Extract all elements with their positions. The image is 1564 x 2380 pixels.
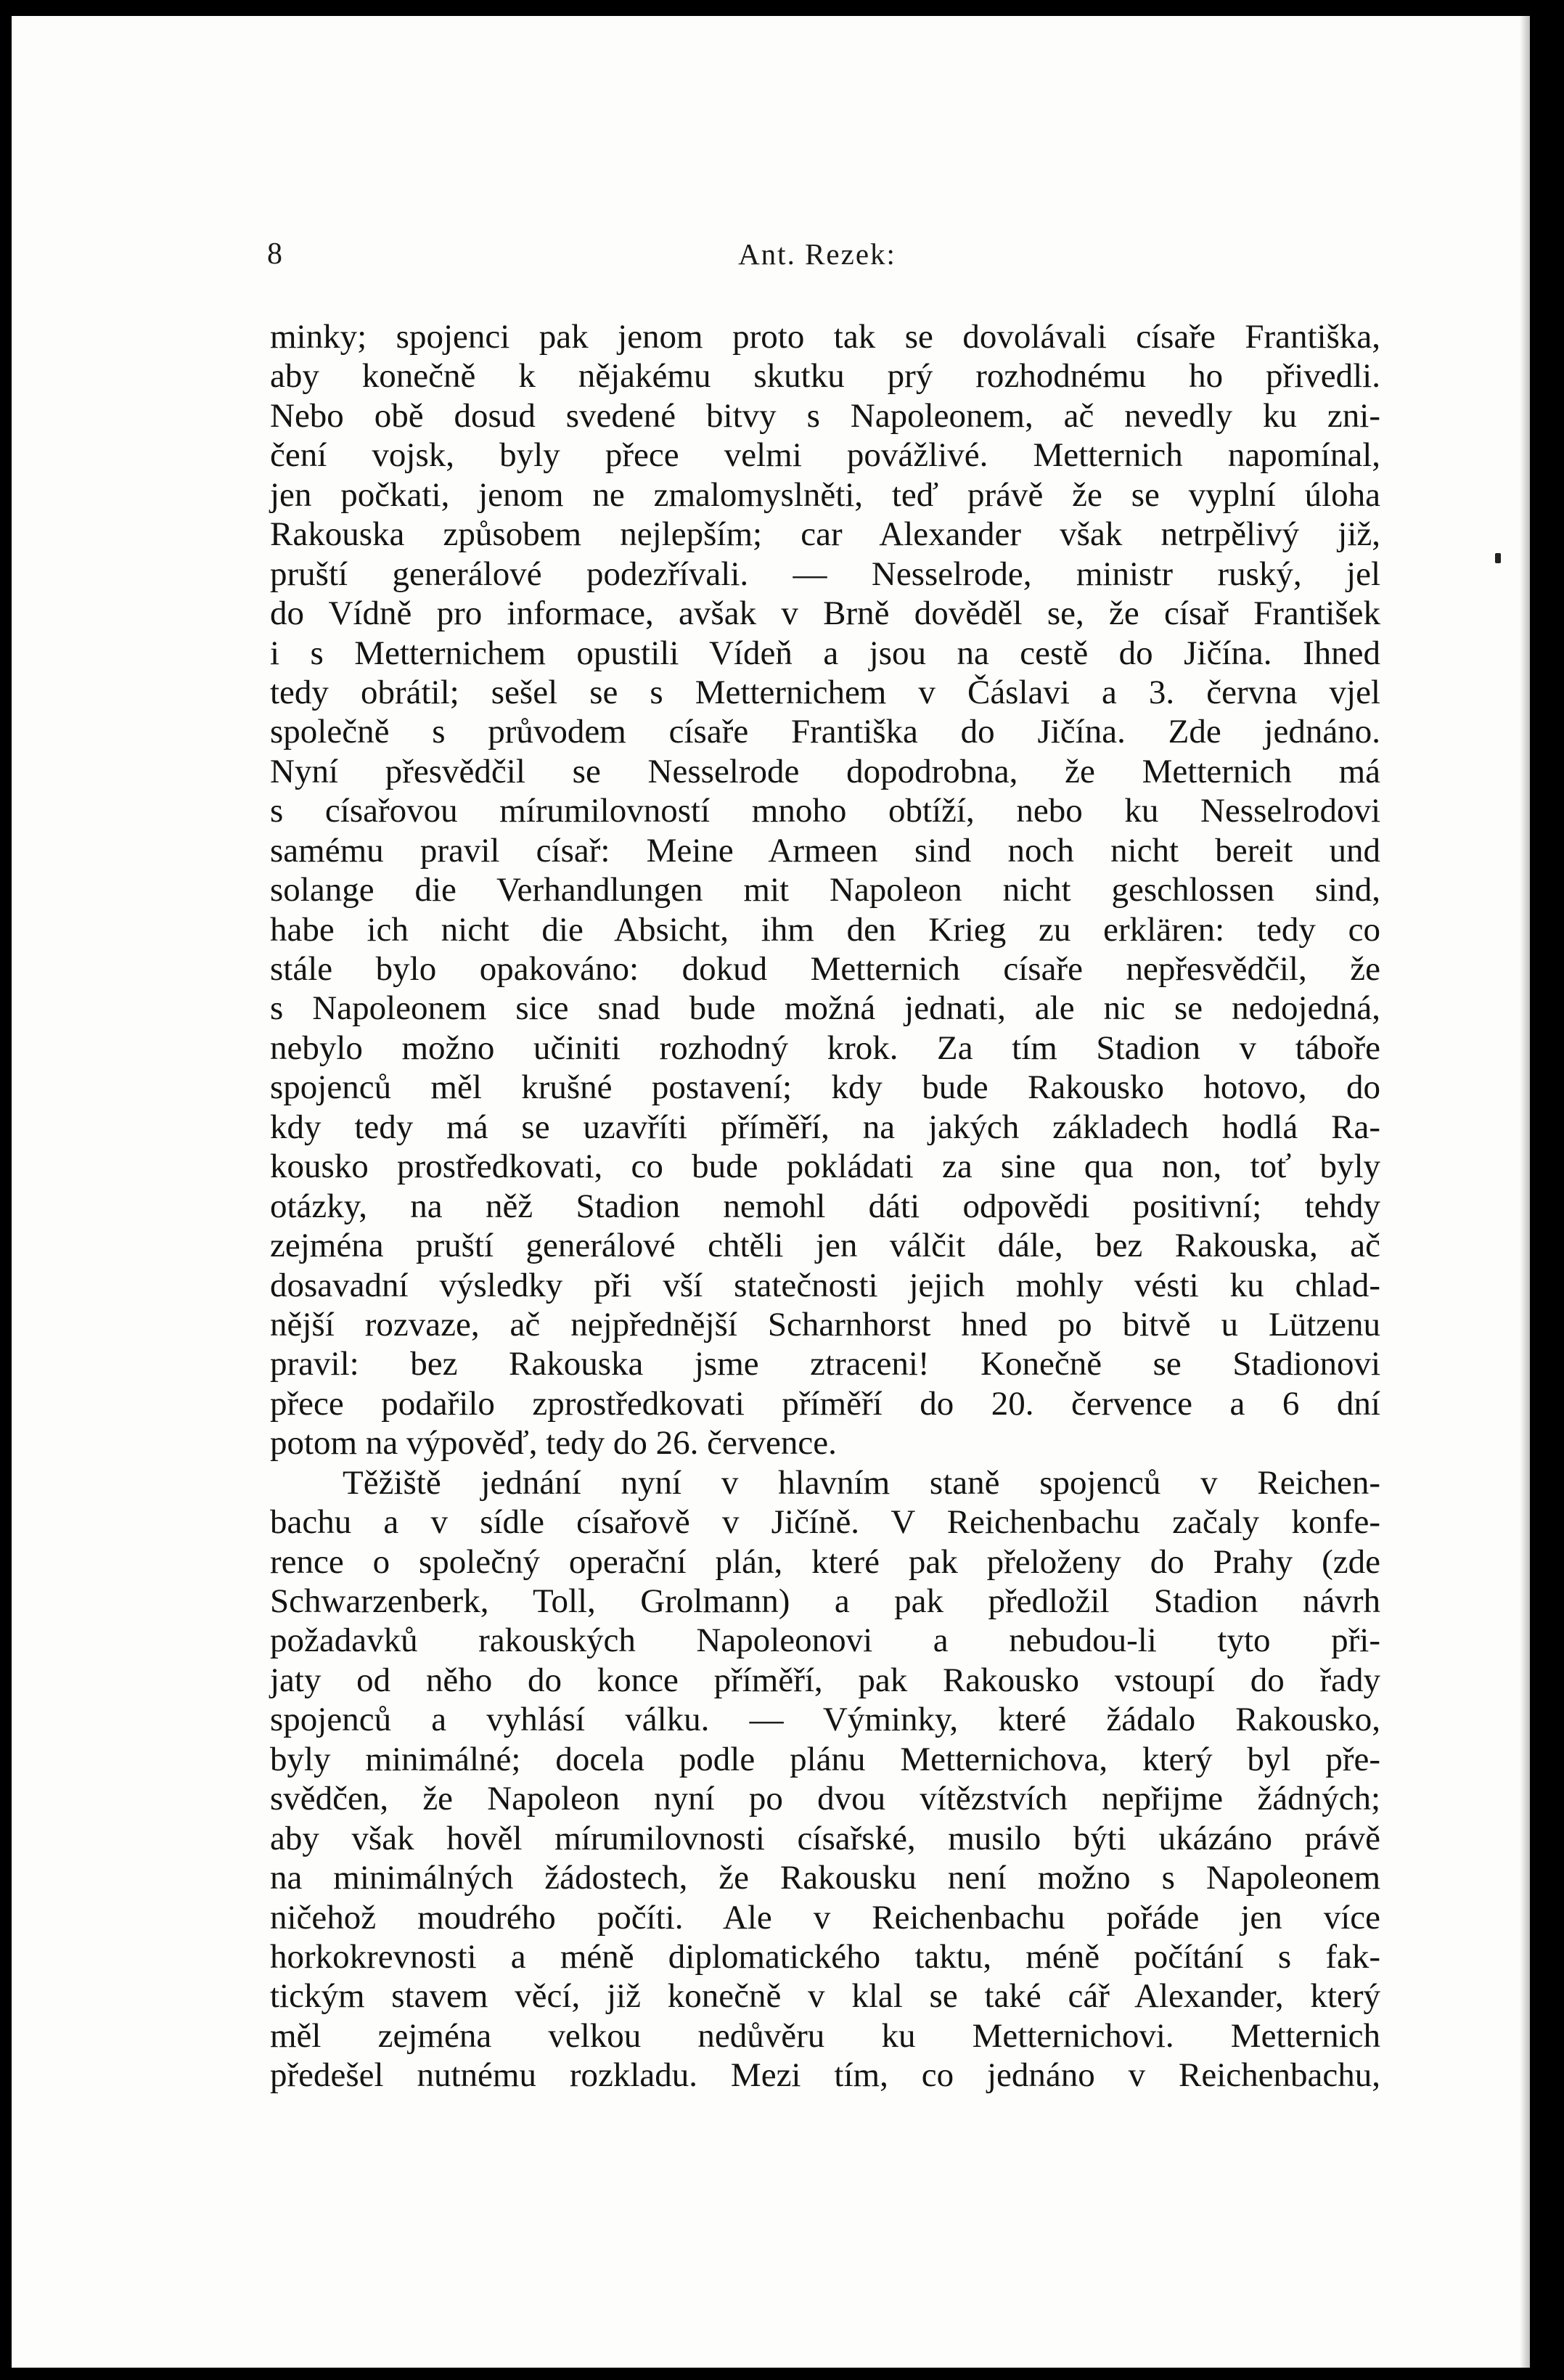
text-line: pruští generálové podezřívali. — Nesselrode, ministr ruský, jel bbox=[270, 555, 1380, 593]
body-text bbox=[270, 317, 1380, 2095]
text-line: aby však hověl mírumilovnosti císařské, musilo býti ukázáno právě bbox=[270, 1819, 1380, 1857]
running-title: Ant. Rezek: bbox=[738, 237, 896, 271]
text-line: měl zejména velkou nedůvěru ku Metternichovi. Metternich bbox=[270, 2016, 1380, 2055]
text-line: pravil: bez Rakouska jsme ztraceni! Konečně se Stadionovi bbox=[270, 1345, 1380, 1383]
text-line: nější rozvaze, ač nejpřednější Scharnhorst hned po bitvě u Lützenu bbox=[270, 1305, 1380, 1344]
text-line: společně s průvodem císaře Františka do Jičína. Zde jednáno. bbox=[270, 713, 1380, 751]
text-line: tickým stavem věcí, již konečně v klal se také cář Alexander, který bbox=[270, 1977, 1380, 2016]
text-line: zejména pruští generálové chtěli jen válčit dále, bez Rakouska, ač bbox=[270, 1227, 1380, 1265]
paragraph-start-line: Těžiště jednání nyní v hlavním staně spojenců v Reichen- bbox=[343, 1463, 1380, 1502]
text-line: dosavadní výsledky při vší statečnosti jejich mohly vésti ku chlad- bbox=[270, 1266, 1380, 1304]
paragraph-end-line: potom na výpověď, tedy do 26. července. bbox=[270, 1424, 837, 1463]
text-line: habe ich nicht die Absicht, ihm den Krieg zu erklären: tedy co bbox=[270, 910, 1380, 949]
text-line: jaty od něho do konce příměří, pak Rakousko vstoupí do řady bbox=[270, 1661, 1380, 1699]
text-line: tedy obrátil; sešel se s Metternichem v Čáslavi a 3. června vjel bbox=[270, 673, 1380, 711]
text-line: svědčen, že Napoleon nyní po dvou vítězstvích nepřijme žádných; bbox=[270, 1780, 1380, 1818]
text-line: s císařovou mírumilovností mnoho obtíží, nebo ku Nesselrodovi bbox=[270, 792, 1380, 830]
text-line: přece podařilo zprostředkovati příměří do 20. července a 6 dní bbox=[270, 1384, 1380, 1423]
text-line: ničehož moudrého počíti. Ale v Reichenbachu pořáde jen více bbox=[270, 1898, 1380, 1937]
text-line: požadavků rakouských Napoleonovi a nebudou-li tyto při- bbox=[270, 1622, 1380, 1660]
text-line: minky; spojenci pak jenom proto tak se dovolávali císaře Františka, bbox=[270, 318, 1380, 356]
text-line: s Napoleonem sice snad bude možná jednati, ale nic se nedojedná, bbox=[270, 989, 1380, 1028]
text-line: solange die Verhandlungen mit Napoleon nicht geschlossen sind, bbox=[270, 871, 1380, 909]
text-line: čení vojsk, byly přece velmi povážlivé. Metternich napomínal, bbox=[270, 436, 1380, 475]
text-line: jen počkati, jenom ne zmalomyslněti, teď právě že se vyplní úloha bbox=[270, 475, 1380, 514]
page-edge-shadow bbox=[1520, 16, 1530, 2368]
text-line: Rakouska způsobem nejlepším; car Alexander však netrpělivý již, bbox=[270, 515, 1380, 554]
text-line: Nebo obě dosud svedené bitvy s Napoleonem, ač nevedly ku zni- bbox=[270, 396, 1380, 435]
text-line: kdy tedy má se uzavříti příměří, na jakých základech hodlá Ra- bbox=[270, 1108, 1380, 1146]
text-line: Schwarzenberk, Toll, Grolmann) a pak předložil Stadion návrh bbox=[270, 1582, 1380, 1620]
text-line: bachu a v sídle císařově v Jičíně. V Reichenbachu začaly konfe- bbox=[270, 1503, 1380, 1542]
page-number: 8 bbox=[267, 237, 282, 271]
text-line: Nyní přesvědčil se Nesselrode dopodrobna, že Metternich má bbox=[270, 752, 1380, 790]
text-line: stále bylo opakováno: dokud Metternich císaře nepřesvědčil, že bbox=[270, 950, 1380, 988]
text-line: horkokrevnosti a méně diplomatického taktu, méně počítání s fak- bbox=[270, 1937, 1380, 1976]
text-line: kousko prostředkovati, co bude pokládati za sine qua non, toť byly bbox=[270, 1148, 1380, 1186]
text-line: rence o společný operační plán, které pak přeloženy do Prahy (zde bbox=[270, 1542, 1380, 1581]
text-line: i s Metternichem opustili Vídeň a jsou na cestě do Jičína. Ihned bbox=[270, 634, 1380, 672]
text-line: nebylo možno učiniti rozhodný krok. Za tím Stadion v táboře bbox=[270, 1029, 1380, 1067]
running-head bbox=[258, 234, 1376, 277]
scan-speck bbox=[1495, 553, 1501, 563]
text-line: předešel nutnému rozkladu. Mezi tím, co jednáno v Reichenbachu, bbox=[270, 2056, 1380, 2095]
text-line: do Vídně pro informace, avšak v Brně dověděl se, že císař František bbox=[270, 594, 1380, 633]
text-line: byly minimálné; docela podle plánu Metternichova, který byl pře- bbox=[270, 1740, 1380, 1778]
text-line: samému pravil císař: Meine Armeen sind noch nicht bereit und bbox=[270, 831, 1380, 870]
book-page bbox=[12, 16, 1530, 2368]
text-line: spojenců měl krušné postavení; kdy bude Rakousko hotovo, do bbox=[270, 1068, 1380, 1107]
text-line: na minimálných žádostech, že Rakousku není možno s Napoleonem bbox=[270, 1859, 1380, 1897]
text-line: spojenců a vyhlásí válku. — Výminky, které žádalo Rakousko, bbox=[270, 1701, 1380, 1739]
text-line: aby konečně k nějakému skutku prý rozhodnému ho přivedli. bbox=[270, 357, 1380, 396]
text-line: otázky, na něž Stadion nemohl dáti odpovědi positivní; tehdy bbox=[270, 1187, 1380, 1225]
